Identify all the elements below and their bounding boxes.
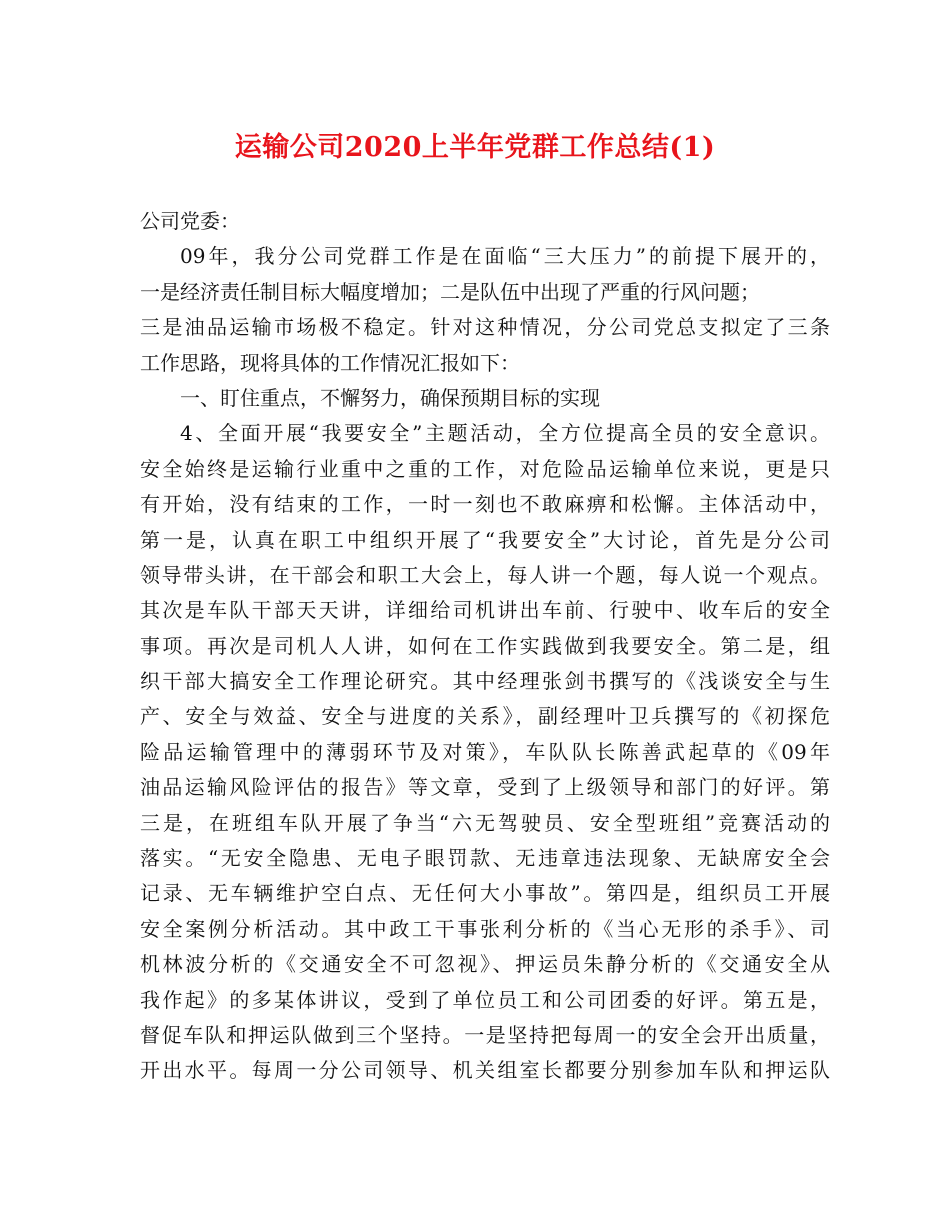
text-line: 开出水平。每周一分公司领导、机关组室长都要分别参加车队和押运队 [140,1058,830,1083]
text-line: 督促车队和押运队做到三个坚持。一是坚持把每周一的安全会开出质量， [140,1022,830,1047]
text-line: 记录、无车辆维护空白点、无任何大小事故”。第四是，组织员工开展 [140,881,830,906]
text-line: 公司党委： [140,209,240,233]
text-line: 油品运输风险评估的报告》等文章，受到了上级领导和部门的好评。第 [140,775,830,800]
document-title: 运输公司2020上半年党群工作总结(1) [234,132,716,163]
text-line: 我作起》的多某体讲议，受到了单位员工和公司团委的好评。第五是， [140,987,830,1012]
text-line: 领导带头讲，在干部会和职工大会上，每人讲一个题，每人说一个观点。 [140,562,830,587]
text-line: 织干部大搞安全工作理论研究。其中经理张剑书撰写的《浅谈安全与生 [140,669,830,694]
text-line: 第一是，认真在职工中组织开展了“我要安全”大讨论，首先是分公司 [140,527,830,552]
text-line: 机林波分析的《交通安全不可忽视》、押运员朱静分析的《交通安全从 [140,952,830,977]
text-line: 一、盯住重点，不懈努力，确保预期目标的实现 [180,385,600,410]
text-line: 安全始终是运输行业重中之重的工作，对危险品运输单位来说，更是只 [140,456,830,481]
text-line: 有开始，没有结束的工作，一时一刻也不敢麻痹和松懈。主体活动中， [140,492,830,517]
text-line: 产、安全与效益、安全与进度的关系》，副经理叶卫兵撰写的《初探危 [140,704,830,729]
text-line: 工作思路，现将具体的工作情况汇报如下： [140,350,520,375]
text-line: 事项。再次是司机人人讲，如何在工作实践做到我要安全。第二是，组 [140,633,830,658]
text-line: 一是经济责任制目标大幅度增加；二是队伍中出现了严重的行风问题； [140,279,760,304]
text-line: 落实。“无安全隐患、无电子眼罚款、无违章违法现象、无缺席安全会 [140,846,830,871]
text-line: 三是，在班组车队开展了争当“六无驾驶员、安全型班组”竞赛活动的 [140,810,830,835]
text-line: 4、全面开展“我要安全”主题活动，全方位提高全员的安全意识。 [180,421,830,446]
text-line: 09年，我分公司党群工作是在面临“三大压力”的前提下展开的， [180,244,830,269]
text-line: 其次是车队干部天天讲，详细给司机讲出车前、行驶中、收车后的安全 [140,598,830,623]
text-line: 三是油品运输市场极不稳定。针对这种情况，分公司党总支拟定了三条 [140,315,830,340]
text-line: 险品运输管理中的薄弱环节及对策》，车队队长陈善武起草的《09年 [140,739,830,764]
document-body [140,204,830,1089]
text-line: 安全案例分析活动。其中政工干事张利分析的《当心无形的杀手》、司 [140,916,830,941]
